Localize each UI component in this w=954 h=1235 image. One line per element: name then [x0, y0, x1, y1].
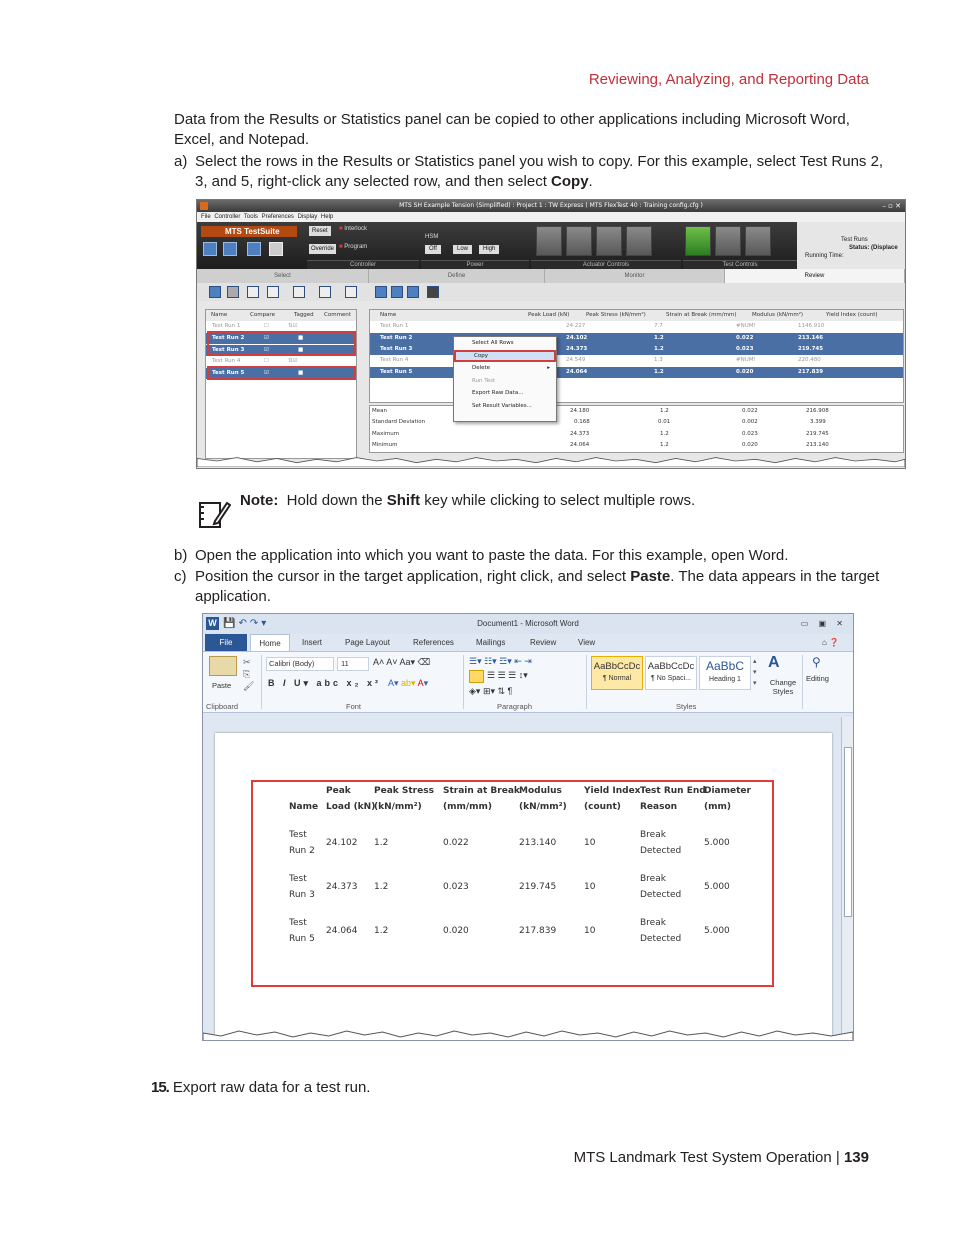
alignment-icons[interactable]: ☰ ☰ ☰ ↕▾ — [487, 670, 528, 680]
results-grid — [369, 309, 904, 403]
clipboard-tools-icon[interactable]: ✂ ⎘ 🖌 — [243, 657, 255, 691]
table-row[interactable]: Test Run 1 ☐ ⇅☑ — [212, 323, 298, 329]
review-tool-icon[interactable] — [293, 286, 305, 298]
cell-stress: 1.2 — [374, 838, 389, 848]
table-row[interactable]: Standard Deviation 0.168 0.01 0.002 3.399 — [372, 419, 826, 425]
review-tool-icon[interactable] — [319, 286, 331, 298]
binoculars-icon[interactable]: ⚲ — [812, 655, 821, 669]
menu-item-copy[interactable]: Copy — [454, 350, 556, 363]
review-tool-icon[interactable] — [227, 286, 239, 298]
actuator-down-icon[interactable] — [536, 226, 562, 256]
editing-button[interactable]: Editing — [806, 674, 829, 683]
group-styles: Styles — [676, 702, 697, 711]
change-styles-icon[interactable]: A — [768, 654, 780, 671]
pasted-table — [251, 780, 774, 987]
cell-name: Test Run 5 — [289, 918, 315, 944]
step-c — [174, 567, 884, 607]
save-icon[interactable] — [223, 242, 237, 256]
tab-review[interactable]: Review — [725, 269, 905, 283]
torn-edge — [197, 455, 905, 467]
program-indicator: ■ Program — [339, 244, 368, 250]
font-format-icons[interactable]: B I U▾ abc x₂ x² — [268, 678, 382, 688]
tab-select[interactable]: Select — [197, 269, 369, 283]
layout-icon[interactable] — [427, 286, 439, 298]
align-left-icon[interactable] — [469, 670, 484, 683]
vertical-scrollbar[interactable] — [841, 717, 853, 1041]
cell-strain: 0.022 — [443, 838, 469, 848]
pause-test-icon[interactable] — [715, 226, 741, 256]
tab-home[interactable]: Home — [250, 634, 290, 651]
word-icon: W — [206, 617, 219, 630]
cell-stress: 1.2 — [374, 882, 389, 892]
open-icon[interactable] — [203, 242, 217, 256]
tab-insert[interactable]: Insert — [302, 638, 323, 647]
override-button[interactable]: Override — [311, 246, 335, 252]
page-number: 139 — [843, 1149, 869, 1166]
test-controls-section-label: Test Controls — [683, 260, 797, 269]
mts-menu-bar[interactable]: File Controller Tools Preferences Display Help — [197, 212, 905, 222]
window-controls-icon[interactable]: – ▫ ✕ — [882, 202, 901, 210]
cell-diameter: 5.000 — [704, 838, 730, 848]
actuator-reset-icon[interactable] — [626, 226, 652, 256]
tab-page-layout[interactable]: Page Layout — [345, 638, 390, 647]
hsm-label: HSM — [425, 234, 439, 240]
test-status-panel: Test Runs Status: (Displace Running Time: — [797, 222, 905, 269]
cell-stress: 1.2 — [374, 926, 389, 936]
cell-reason: Break Detected — [640, 830, 682, 856]
stop-test-icon[interactable] — [745, 226, 771, 256]
review-tool-icon[interactable] — [345, 286, 357, 298]
toolbar-icons[interactable] — [203, 242, 289, 258]
table-row[interactable]: Test Run 2 ☑ ■ — [206, 333, 356, 344]
step-c-label: c) — [174, 568, 187, 585]
step-c-text: Position the cursor in the target application, right click, and select Paste. The data appears in the target application. — [195, 568, 880, 605]
note-pad-icon — [197, 497, 231, 531]
hsm-low-button[interactable]: Low — [453, 245, 472, 254]
col-header-name: Name — [289, 802, 319, 812]
paste-icon[interactable] — [209, 656, 237, 676]
test-runs-header: Name Compare Tagged Comment — [206, 310, 356, 321]
styles-scroll-icon[interactable]: ▴ ▾ ▾ — [753, 658, 757, 687]
section-header: Reviewing, Analyzing, and Reporting Data — [588, 71, 869, 88]
cell-reason: Break Detected — [640, 874, 682, 900]
cell-yield: 10 — [584, 882, 596, 892]
group-clipboard: Clipboard — [206, 702, 239, 711]
cell-load: 24.373 — [326, 882, 358, 892]
paste-button[interactable]: Paste — [212, 681, 232, 690]
controller-section-label: Controller — [307, 260, 419, 269]
mts-app-icon — [200, 202, 208, 210]
table-row[interactable]: Test Run 5 ☑ ■ — [206, 368, 356, 379]
col-header-strain: Strain at Break (mm/mm) — [443, 786, 520, 812]
col-header-diameter: Diameter (mm) — [704, 786, 751, 812]
table-row[interactable]: Test Run 3 ☑ ■ — [206, 345, 356, 356]
mts-workflow-tabs — [197, 269, 905, 283]
layout-icon[interactable] — [407, 286, 419, 298]
table-row[interactable]: Test Run 5 24.064 1.2 0.020 217.839 — [370, 367, 903, 378]
cell-modulus: 219.745 — [519, 882, 557, 892]
style-normal[interactable]: AaBbCcDc ¶ Normal — [591, 656, 643, 690]
statistics-grid — [369, 405, 904, 453]
cell-strain: 0.023 — [443, 882, 469, 892]
menu-item-select-all[interactable]: Select All Rows — [472, 340, 514, 346]
selection-highlight — [207, 331, 356, 356]
cell-yield: 10 — [584, 838, 596, 848]
run-test-icon[interactable] — [685, 226, 711, 256]
menu-item-delete[interactable]: Delete ▸ — [472, 365, 550, 371]
power-section-label: Power — [421, 260, 529, 269]
export-icon[interactable] — [247, 242, 261, 256]
step-a-text: Select the rows in the Results or Statistics panel you wish to copy. For this example, select Test Runs 2, 3, and 5, right-click any selected row, and then select Copy. — [195, 153, 884, 190]
tab-file[interactable]: File — [205, 634, 247, 651]
cell-diameter: 5.000 — [704, 926, 730, 936]
cell-diameter: 5.000 — [704, 882, 730, 892]
tab-references[interactable]: References — [413, 638, 454, 647]
menu-item-run-test[interactable]: Run Test — [472, 377, 496, 384]
quick-access-icons[interactable]: 💾↶↷▾ — [223, 618, 270, 629]
table-row[interactable]: Minimum 24.064 1.2 0.020 213.140 — [372, 442, 829, 448]
mts-app-name: MTS TestSuite — [201, 226, 297, 237]
table-row[interactable]: Test Run 4 ☐ ⇅☑ — [212, 358, 298, 364]
step-b-text: Open the application into which you want to paste the data. For this example, open Word. — [195, 547, 789, 564]
review-tool-icon[interactable] — [247, 286, 259, 298]
col-header-modulus: Modulus (kN/mm²) — [519, 786, 567, 812]
table-row[interactable]: Mean 24.180 1.2 0.022 216.908 — [372, 408, 829, 414]
step-b-label: b) — [174, 547, 188, 564]
col-header-peak-stress: Peak Stress (kN/mm²) — [374, 786, 434, 812]
actuator-section-label: Actuator Controls — [531, 260, 681, 269]
table-row[interactable]: Test Run 4 24.549 1.3 #NUM! 220.480 — [380, 357, 821, 363]
col-header-peak-load: Peak Load (kN) — [326, 786, 376, 812]
word-screenshot — [202, 613, 854, 1041]
table-row[interactable]: Test Run 3 24.373 1.2 0.023 219.745 — [370, 344, 903, 355]
change-styles-button[interactable]: Change Styles — [769, 678, 797, 696]
font-size-select[interactable]: 11 — [337, 657, 369, 671]
group-paragraph: Paragraph — [497, 702, 533, 711]
tab-view[interactable]: View — [578, 638, 596, 647]
cell-name: Test Run 3 — [289, 874, 315, 900]
hsm-off-button[interactable]: Off — [425, 245, 441, 254]
list-icons[interactable]: ☰▾ ☷▾ ☲▾ ⇤ ⇥ — [469, 656, 532, 666]
step-b — [174, 546, 884, 566]
context-menu — [453, 336, 557, 422]
text-effects-icon[interactable]: A▾ ab▾ A▾ — [388, 678, 429, 688]
document-page[interactable] — [215, 733, 832, 1041]
mts-toolbar — [197, 222, 905, 269]
menu-item-set-result-variables[interactable]: Set Result Variables... — [472, 402, 532, 409]
torn-edge — [203, 1028, 853, 1041]
review-tool-icon[interactable] — [267, 286, 279, 298]
actuator-up-icon[interactable] — [566, 226, 592, 256]
table-row[interactable]: Test Run 2 24.102 1.2 0.022 213.146 — [370, 333, 903, 344]
tab-define[interactable]: Define — [369, 269, 545, 283]
cell-load: 24.064 — [326, 926, 358, 936]
cell-modulus: 213.140 — [519, 838, 557, 848]
step-a — [174, 152, 884, 192]
interlock-indicator: ■ Interlock — [339, 226, 367, 232]
step-a-label: a) — [174, 153, 188, 170]
table-row[interactable]: Maximum 24.373 1.2 0.023 219.745 — [372, 431, 829, 437]
tab-monitor[interactable]: Monitor — [545, 269, 725, 283]
note-text: Note: Hold down the Shift key while clicking to select multiple rows. — [240, 492, 696, 509]
cell-name: Test Run 2 — [289, 830, 315, 856]
results-header: Name Peak Load (kN) Peak Stress (kN/mm²) Strain at Break (mm/mm) Modulus (kN/mm²) Yield Index (count) — [370, 310, 903, 321]
col-header-yield-index: Yield Index (count) — [584, 786, 641, 812]
cell-load: 24.102 — [326, 838, 358, 848]
intro-paragraph: Data from the Results or Statistics panel can be copied to other applications including Microsoft Word, Excel, and Notepad. — [174, 111, 850, 148]
style-heading-1[interactable]: AaBbC Heading 1 — [699, 656, 751, 690]
tab-review[interactable]: Review — [530, 638, 557, 647]
menu-item-export-raw-data[interactable]: Export Raw Data... — [472, 390, 524, 396]
page-footer: MTS Landmark Test System Operation | 139 — [573, 1149, 869, 1166]
shading-border-icons[interactable]: ◈▾ ⊞▾ ⇅ ¶ — [469, 686, 513, 696]
table-row[interactable]: Test Run 1 24.227 7.7 #NUM! 1146.910 — [380, 323, 825, 329]
font-name-select[interactable]: Calibri (Body) — [266, 657, 334, 671]
hsm-high-button[interactable]: High — [479, 245, 499, 254]
review-tool-icon[interactable] — [209, 286, 221, 298]
style-no-spacing[interactable]: AaBbCcDc ¶ No Spaci... — [645, 656, 697, 690]
group-font: Font — [346, 702, 362, 711]
reset-button[interactable]: Reset — [309, 226, 331, 236]
tab-mailings[interactable]: Mailings — [476, 638, 506, 647]
word-ribbon-tabs — [203, 634, 853, 651]
layout-icon[interactable] — [391, 286, 403, 298]
window-controls-icon[interactable]: ▭ ▣ ✕ — [800, 619, 847, 628]
word-title-bar: W 💾↶↷▾ Document1 - Microsoft Word ▭ ▣ ✕ — [203, 614, 853, 634]
word-ribbon — [203, 651, 853, 713]
mts-title-bar: MTS SH Example Tension (Simplified) : Project 1 : TW Express ( MTS FlexTest 40 : Training config.cfg ) – ▫ ✕ — [197, 200, 905, 212]
cell-strain: 0.020 — [443, 926, 469, 936]
cell-modulus: 217.839 — [519, 926, 557, 936]
cell-yield: 10 — [584, 926, 596, 936]
step-15: 15. Export raw data for a test run. — [151, 1079, 371, 1096]
grow-shrink-font-icon[interactable]: A˄ A˅ Aa▾ ⌫ — [373, 657, 431, 667]
review-toolbar — [197, 283, 905, 301]
help-icon[interactable]: ⌂ ❓ — [822, 638, 840, 647]
clipboard-icon[interactable] — [269, 242, 283, 256]
col-header-end-reason: Test Run End Reason — [640, 786, 706, 812]
layout-icon[interactable] — [375, 286, 387, 298]
mts-testsuite-screenshot — [196, 199, 906, 469]
cell-reason: Break Detected — [640, 918, 682, 944]
actuator-return-icon[interactable] — [596, 226, 622, 256]
selection-highlight — [207, 366, 356, 380]
